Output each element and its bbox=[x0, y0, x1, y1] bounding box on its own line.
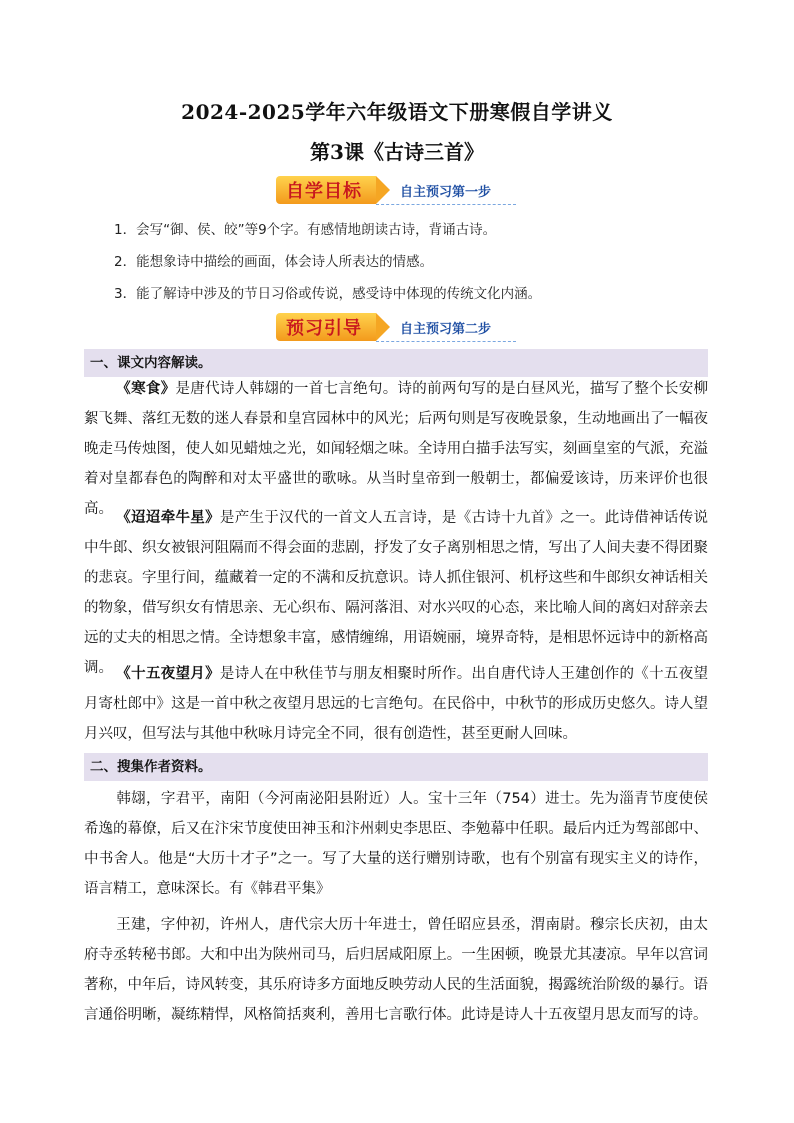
section-heading: 一、课文内容解读。 bbox=[84, 349, 708, 377]
banner-tag: 预习引导 bbox=[276, 313, 376, 341]
poem-title: 《寒食》 bbox=[116, 381, 176, 397]
goal-item: 1．会写“御、侯、皎”等9个字。有感情地朗读古诗，背诵古诗。 bbox=[114, 222, 497, 238]
paragraph-text: 是诗人在中秋佳节与朋友相聚时所作。出自唐代诗人王建创作的《十五夜望月寄杜郎中》这是一首中秋之夜望月思远的七言绝句。在民俗中，中秋节的形成历史悠久。诗人望月兴叹，但写法与其他中秋咏月诗完全不同，很有创造性，甚至更耐人回味。 bbox=[84, 666, 709, 742]
banner-subtitle: 自主预习第一步 bbox=[400, 184, 492, 200]
paragraph-text: 是产生于汉代的一首文人五言诗，是《古诗十九首》之一。此诗借神话传说中牛郎、织女被银河阻隔而不得会面的悲剧，抒发了女子离别相思之情，写出了人间夫妻不得团聚的悲哀。字里行间，蕴藏着一定的不满和反抗意识。诗人抓住银河、机杼这些和牛郎织女神话相关的物象，借写织女有情思亲、无心织布、隔河落泪、对水兴叹的心态，来比喻人间的离妇对辞亲去远的丈夫的相思之情。全诗想象丰富，感情缠绵，用语婉丽，境界奇特，是相思怀远诗中的新格高调。 bbox=[84, 510, 709, 676]
paragraph-author-wangjian bbox=[84, 910, 708, 1030]
document-title: 2024-2025学年六年级语文下册寒假自学讲义 bbox=[181, 100, 613, 124]
banner-tag: 自学目标 bbox=[276, 176, 376, 204]
poem-title: 《迢迢牵牛星》 bbox=[116, 510, 220, 526]
banner-underline bbox=[376, 341, 516, 342]
banner-preview-guide bbox=[276, 312, 491, 342]
paragraph-tiaotiao bbox=[84, 503, 708, 683]
paragraph-text: 韩翃，字君平，南阳（今河南泌阳县附近）人。宝十三年（754）进士。先为淄青节度使侯希逸的幕僚，后又在汴宋节度使田神玉和汴州刺史李思臣、李勉幕中任职。最后内迁为驾部郎中、中书舍人。他是“大历十才子”之一。写了大量的送行赠别诗歌，也有个别富有现实主义的诗作，语言精工，意味深长。有《韩君平集》 bbox=[84, 791, 708, 897]
section-heading: 二、搜集作者资料。 bbox=[84, 753, 708, 781]
lesson-title: 第3课《古诗三首》 bbox=[310, 140, 484, 164]
banner-self-study-goals bbox=[276, 175, 491, 205]
goal-item: 3．能了解诗中涉及的节日习俗或传说，感受诗中体现的传统文化内涵。 bbox=[114, 286, 542, 302]
paragraph-author-hanhong bbox=[84, 784, 708, 904]
paragraph-shiwuye bbox=[84, 659, 708, 749]
banner-subtitle: 自主预习第二步 bbox=[400, 321, 492, 337]
banner-underline bbox=[376, 204, 516, 205]
poem-title: 《十五夜望月》 bbox=[116, 666, 220, 682]
paragraph-text: 王建，字仲初，许州人，唐代宗大历十年进士，曾任昭应县丞，渭南尉。穆宗长庆初，由太府寺丞转秘书郎。大和中出为陕州司马，后归居咸阳原上。一生困顿，晚景尤其凄凉。早年以宫词著称，中年后，诗风转变，其乐府诗多方面地反映劳动人民的生活面貌，揭露统治阶级的暴行。语言通俗明晰，凝练精悍，风格简括爽利，善用七言歌行体。此诗是诗人十五夜望月思友而写的诗。 bbox=[84, 917, 708, 1023]
paragraph-text: 是唐代诗人韩翃的一首七言绝句。诗的前两句写的是白昼风光，描写了整个长安柳絮飞舞、落红无数的迷人春景和皇宫园林中的风光；后两句则是写夜晚景象，生动地画出了一幅夜晚走马传烛图，使人如见蜡烛之光，如闻轻烟之味。全诗用白描手法写实，刻画皇室的气派，充溢着对皇都春色的陶醉和对太平盛世的歌咏。从当时皇帝到一般朝士，都偏爱该诗，历来评价也很高。 bbox=[84, 381, 708, 517]
paragraph-hanshi bbox=[84, 374, 708, 524]
goal-item: 2．能想象诗中描绘的画面，体会诗人所表达的情感。 bbox=[114, 254, 434, 270]
